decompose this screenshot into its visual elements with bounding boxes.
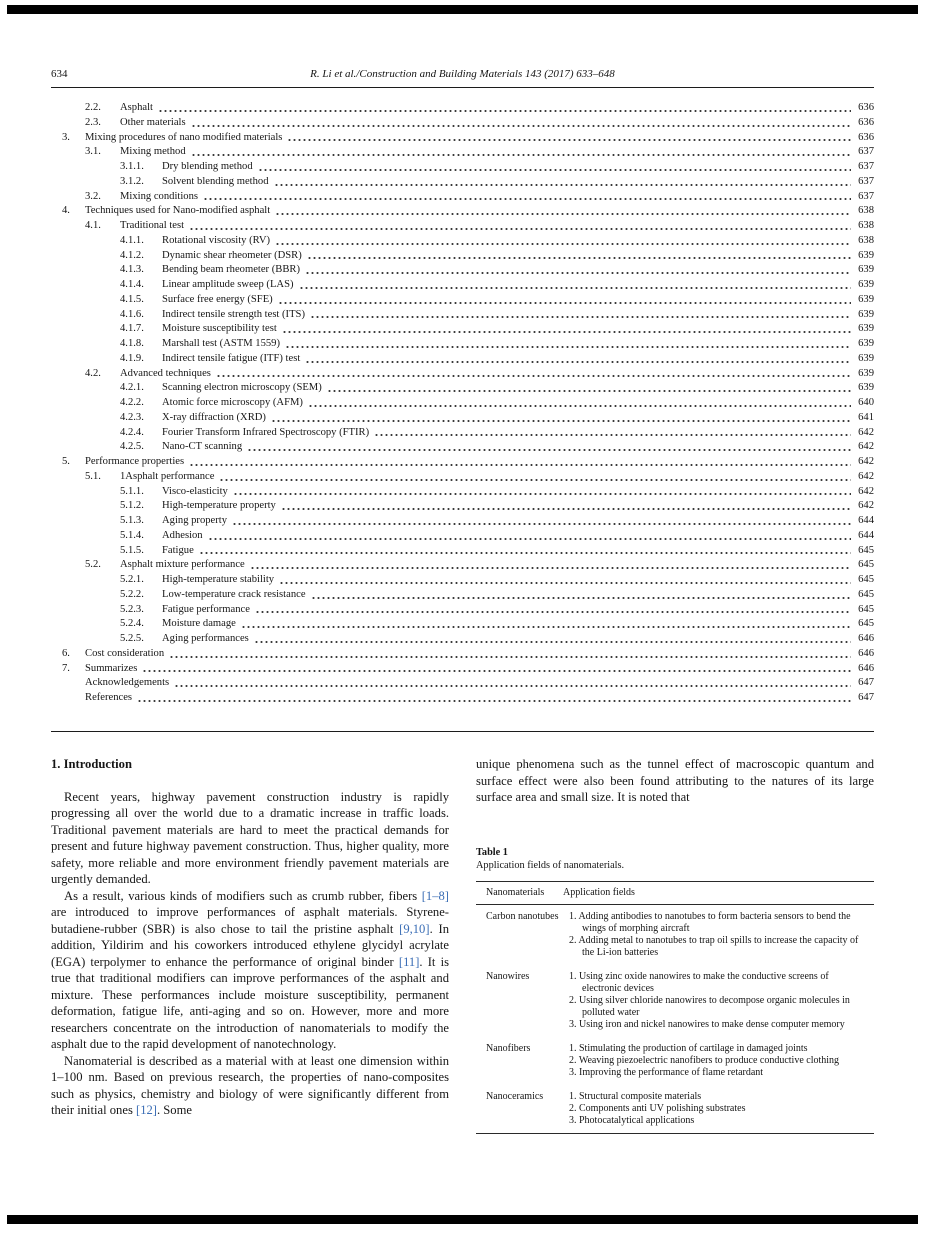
toc-number: 3.1.2. [120,175,144,187]
body-text: are introduced to improve performances of asphalt materials. Styrene-butadiene-rubber (SBR) is also chose to tail the pristine asphalt [51,905,449,936]
toc-page-number: 641 [858,411,874,423]
toc-dotted-leader [327,389,851,393]
toc-entry [51,499,874,514]
toc-dotted-leader [281,507,851,511]
toc-dotted-leader [216,374,851,378]
toc-number: 4.2. [85,367,101,379]
body-text: . Some [156,1103,192,1117]
toc-dotted-leader [233,492,851,496]
body-text: . In addition, Yildirim and his coworkers introduced ethylene glycidyl acrylate (EGA) terpolymer to enhance the performance of original binder [51,921,449,969]
toc-entry [51,101,874,116]
toc-label: Asphalt mixture performance [120,559,245,571]
toc-label: Moisture damage [162,618,236,630]
toc-entry [51,603,874,618]
toc-page-number: 637 [858,146,874,158]
toc-label: Marshall test (ASTM 1559) [162,338,280,349]
table-row-name: Carbon nanotubes [486,910,559,922]
paragraph-3 [51,1053,449,1119]
toc-number: 4.2.1. [120,382,144,394]
toc-number: 4.1.8. [120,338,144,349]
toc-page-number: 639 [858,293,874,305]
table-of-contents [51,101,874,706]
toc-number: 4.1.2. [120,249,144,261]
toc-number: 5.1.2. [120,500,144,512]
body-text: As a result, various kinds of modifiers such as crumb rubber, fibers [64,888,422,903]
toc-dotted-leader [305,271,851,275]
toc-dotted-leader [374,433,851,437]
toc-entry [51,116,874,131]
toc-page-number: 639 [858,338,874,349]
toc-dotted-leader [287,138,851,142]
application-item: 2. Adding metal to nanotubes to trap oil spills to increase the capacity of the Li-ion batteries [569,934,859,958]
toc-page-number: 644 [858,515,874,526]
toc-entry [51,337,874,352]
running-head: R. Li et al./Construction and Building Materials 143 (2017) 633–648 [310,68,615,80]
table1 [476,846,874,1134]
toc-page-number: 637 [858,161,874,172]
application-item: 2. Weaving piezoelectric nanofibers to produce conductive clothing [569,1054,840,1066]
toc-number: 5.2.1. [120,574,144,585]
toc-dotted-leader [208,537,851,541]
toc-number: 7. [62,662,70,674]
toc-dotted-leader [299,286,852,290]
body-text: Nanomaterial is described as a material with at least one dimension within 1–100 nm. Based on previous research, the properties of nano-composites such as physics, chemistry and biology of were significantly different from their initial ones [51,1053,449,1117]
toc-entry [51,249,874,264]
toc-label: Atomic force microscopy (AFM) [162,397,303,408]
toc-dotted-leader [250,566,851,570]
toc-dotted-leader [191,124,851,128]
toc-label: Dynamic shear rheometer (DSR) [162,249,302,261]
toc-entry [51,367,874,382]
toc-label: Rotational viscosity (RV) [162,234,271,246]
citation-link[interactable]: [9,10] [399,921,430,936]
toc-number: 5.1.1. [120,485,144,497]
article-body [51,756,874,1134]
toc-page-number: 645 [858,574,874,585]
toc-page-number: 639 [858,352,874,364]
toc-dotted-leader [255,610,851,614]
toc-label: Visco-elasticity [162,485,228,497]
toc-page-number: 647 [858,677,874,689]
table1-grid [476,881,874,1134]
toc-page-number: 636 [858,116,874,128]
toc-page-number: 639 [858,249,874,261]
toc-number: 4.2.3. [120,411,144,423]
toc-label: Solvent blending method [162,175,269,187]
toc-label: Performance properties [85,456,185,467]
toc-entry [51,308,874,323]
toc-number: 4.1.4. [120,279,144,290]
table-row-name: Nanowires [486,970,530,982]
toc-dotted-leader [189,227,851,231]
table-row-items [569,1091,870,1127]
toc-entry [51,219,874,234]
header-rule [51,87,874,88]
toc-page-number: 637 [858,190,874,202]
toc-dotted-leader [305,360,851,364]
toc-label: Mixing method [120,146,186,158]
right-column [476,756,874,1134]
toc-label: Surface free energy (SFE) [162,293,273,305]
toc-number: 4.1.1. [120,234,144,246]
toc-number: 4.1.7. [120,323,144,335]
toc-page-number: 637 [858,175,874,187]
toc-label: Cost consideration [85,647,165,659]
toc-dotted-leader [310,315,851,319]
application-item: 2. Using silver chloride nanowires to decompose organic molecules in polluted water [569,994,850,1018]
table-row [476,1037,874,1085]
toc-label: References [85,692,133,703]
toc-dotted-leader [142,669,851,673]
toc-entry [51,234,874,249]
toc-dotted-leader [241,625,851,629]
toc-dotted-leader [191,153,851,157]
toc-number: 4.2.4. [120,426,144,438]
toc-dotted-leader [278,301,851,305]
toc-number: 3. [62,131,70,143]
toc-label: Fatigue performance [162,603,250,615]
toc-page-number: 640 [858,397,874,408]
table-row-name: Nanoceramics [486,1090,544,1102]
toc-page-number: 636 [858,102,874,113]
toc-dotted-leader [258,168,851,172]
page-top-scan-bar [7,5,918,14]
toc-dotted-leader [307,256,851,260]
toc-number: 3.1.1. [120,161,144,172]
toc-entry [51,529,874,544]
toc-dotted-leader [174,684,851,688]
toc-label: Low-temperature crack resistance [162,588,306,600]
toc-entry [51,160,874,175]
toc-page-number: 636 [858,131,874,143]
toc-dotted-leader [169,655,851,659]
toc-number: 5.1.3. [120,515,144,526]
citation-link[interactable]: [12] [136,1103,157,1117]
toc-page-number: 645 [858,588,874,600]
toc-label: Fourier Transform Infrared Spectroscopy (FTIR) [162,426,370,438]
toc-entry [51,514,874,529]
toc-entry [51,175,874,190]
toc-entry [51,588,874,603]
toc-label: Aging property [162,515,228,526]
toc-label: Scanning electron microscopy (SEM) [162,382,322,394]
toc-divider-rule [51,731,874,732]
toc-number: 3.1. [85,146,101,158]
toc-number: 5. [62,456,70,467]
table1-label: Table 1 [476,846,508,858]
toc-entry [51,691,874,706]
body-text: . It is true that traditional modifiers can improve performances of the asphalt and mixture. These performances include moisture susceptibility, permanent deformation, fatigue life, anti-aging and so on. However, more and more researchers concentrate on the introduction of nanomaterials to modify the asphalt due to the rapid development of nanotechnology. [51,954,449,1051]
application-item: 2. Components anti UV polishing substrates [569,1102,746,1114]
toc-label: Mixing conditions [120,190,198,202]
toc-label: Moisture susceptibility test [162,323,277,335]
page-number: 634 [51,68,68,80]
toc-number: 2.2. [85,102,101,113]
toc-dotted-leader [219,478,851,482]
toc-page-number: 639 [858,279,874,290]
left-column [51,756,449,1134]
toc-number: 4.1.3. [120,264,144,276]
table-row-items [569,911,870,959]
toc-page-number: 639 [858,308,874,320]
table-row-items [569,971,870,1031]
toc-entry [51,411,874,426]
toc-page-number: 638 [858,234,874,246]
page-bottom-scan-bar [7,1215,918,1224]
toc-dotted-leader [285,345,851,349]
toc-number: 4.2.2. [120,397,144,408]
toc-entry [51,470,874,485]
toc-page-number: 639 [858,382,874,394]
toc-page-number: 639 [858,367,874,379]
toc-number: 5.1.4. [120,529,144,541]
table-row-items [569,1043,870,1079]
toc-page-number: 642 [858,426,874,438]
toc-dotted-leader [279,581,851,585]
toc-entry [51,426,874,441]
toc-label: Summarizes [85,662,138,674]
table-row [476,905,874,965]
toc-label: Nano-CT scanning [162,441,243,453]
application-item: 1. Stimulating the production of cartilage in damaged joints [569,1042,808,1054]
toc-entry [51,396,874,411]
toc-page-number: 647 [858,692,874,703]
toc-dotted-leader [282,330,851,334]
application-item: 3. Improving the performance of flame retardant [569,1066,764,1078]
toc-label: Mixing procedures of nano modified materials [85,131,283,143]
toc-label: Acknowledgements [85,677,170,689]
toc-page-number: 639 [858,264,874,276]
paragraph-2 [51,888,449,1053]
toc-number: 5.1. [85,470,101,482]
table1-col-header-application-fields: Application fields [563,886,635,898]
toc-label: X-ray diffraction (XRD) [162,411,266,423]
toc-number: 2.3. [85,116,101,128]
toc-label: Asphalt [120,102,153,113]
toc-number: 4.1.9. [120,352,144,364]
toc-label: Advanced techniques [120,367,211,379]
toc-dotted-leader [203,197,851,201]
toc-dotted-leader [232,522,851,526]
toc-number: 4.1. [85,220,101,231]
table-row [476,1085,874,1133]
toc-dotted-leader [275,242,851,246]
toc-entry [51,278,874,293]
toc-entry [51,131,874,146]
toc-page-number: 646 [858,662,874,674]
application-item: 3. Photocatalytical applications [569,1114,695,1126]
toc-dotted-leader [158,109,851,113]
toc-page-number: 644 [858,529,874,541]
toc-entry [51,485,874,500]
toc-entry [51,455,874,470]
toc-number: 5.2.2. [120,588,144,600]
toc-label: Linear amplitude sweep (LAS) [162,279,294,290]
toc-label: Fatigue [162,544,194,556]
toc-number: 5.2.3. [120,603,144,615]
toc-number: 4. [62,205,70,217]
toc-entry [51,617,874,632]
section-title-introduction: 1. Introduction [51,757,132,771]
toc-label: Bending beam rheometer (BBR) [162,264,300,276]
toc-label: Indirect tensile strength test (ITS) [162,308,305,320]
toc-label: Adhesion [162,529,203,541]
paragraph-1: Recent years, highway pavement construction industry is rapidly progressing all over the world due to a dramatic increase in traffic loads. Traditional pavement materials are hard to meet the practical demands for present and future highway pavement construction. Thus, higher quality, more safety, more reliable and more environment friendly pavement materials are urgently demanded. [51,789,449,886]
toc-number: 5.1.5. [120,544,144,556]
toc-dotted-leader [275,212,851,216]
table1-col-header-nanomaterials: Nanomaterials [486,886,545,898]
application-item: 1. Using zinc oxide nanowires to make the conductive screens of electronic devices [569,970,829,994]
toc-page-number: 642 [858,470,874,482]
application-item: 1. Structural composite materials [569,1090,702,1102]
toc-entry [51,647,874,662]
toc-entry [51,573,874,588]
toc-page-number: 642 [858,500,874,512]
toc-entry [51,352,874,367]
toc-number: 4.1.5. [120,293,144,305]
toc-dotted-leader [271,419,851,423]
toc-page-number: 639 [858,323,874,335]
toc-page-number: 642 [858,441,874,453]
toc-entry [51,662,874,677]
toc-dotted-leader [199,551,851,555]
toc-page-number: 638 [858,205,874,217]
application-item: 1. Adding antibodies to nanotubes to form bacteria sensors to bend the wings of morphing aircraft [569,910,851,934]
toc-number: 4.2.5. [120,441,144,453]
toc-dotted-leader [254,640,851,644]
toc-dotted-leader [311,596,851,600]
toc-page-number: 646 [858,633,874,644]
toc-number: 4.1.6. [120,308,144,320]
toc-dotted-leader [274,183,851,187]
toc-dotted-leader [308,404,851,408]
toc-page-number: 645 [858,544,874,556]
toc-dotted-leader [137,699,851,703]
toc-label: 1Asphalt performance [120,470,215,482]
toc-entry [51,263,874,278]
toc-label: Aging performances [162,633,249,644]
toc-number: 5.2.5. [120,633,144,644]
toc-label: High-temperature property [162,500,276,512]
toc-dotted-leader [247,448,851,452]
toc-page-number: 638 [858,220,874,231]
toc-entry [51,293,874,308]
toc-entry [51,632,874,647]
toc-entry [51,676,874,691]
toc-page-number: 645 [858,603,874,615]
citation-link[interactable]: [1–8] [421,888,449,903]
toc-entry [51,322,874,337]
toc-page-number: 646 [858,647,874,659]
application-item: 3. Using iron and nickel nanowires to make dense computer memory [569,1018,845,1030]
toc-entry [51,381,874,396]
paragraph-4: unique phenomena such as the tunnel effect of macroscopic quantum and surface effect were also been found attributing to the natures of its large surface area and small size. It is noted that [476,757,874,804]
toc-page-number: 642 [858,485,874,497]
toc-number: 5.2. [85,559,101,571]
toc-entry [51,440,874,455]
table-row-name: Nanofibers [486,1042,531,1054]
toc-page-number: 645 [858,618,874,630]
toc-label: High-temperature stability [162,574,275,585]
table-row [476,965,874,1037]
toc-label: Traditional test [120,220,185,231]
toc-label: Dry blending method [162,161,253,172]
table1-caption: Application fields of nanomaterials. [476,859,625,871]
toc-label: Techniques used for Nano-modified asphalt [85,205,271,217]
toc-entry [51,558,874,573]
toc-entry [51,204,874,219]
toc-entry [51,145,874,160]
toc-page-number: 645 [858,559,874,571]
toc-label: Other materials [120,116,186,128]
citation-link[interactable]: [11] [398,954,420,969]
toc-page-number: 642 [858,456,874,467]
toc-number: 6. [62,647,70,659]
page-header [51,68,874,82]
toc-number: 5.2.4. [120,618,144,630]
toc-label: Indirect tensile fatigue (ITF) test [162,352,301,364]
table1-header-row [476,882,874,905]
toc-dotted-leader [189,463,851,467]
toc-entry [51,190,874,205]
toc-entry [51,544,874,559]
toc-number: 3.2. [85,190,101,202]
